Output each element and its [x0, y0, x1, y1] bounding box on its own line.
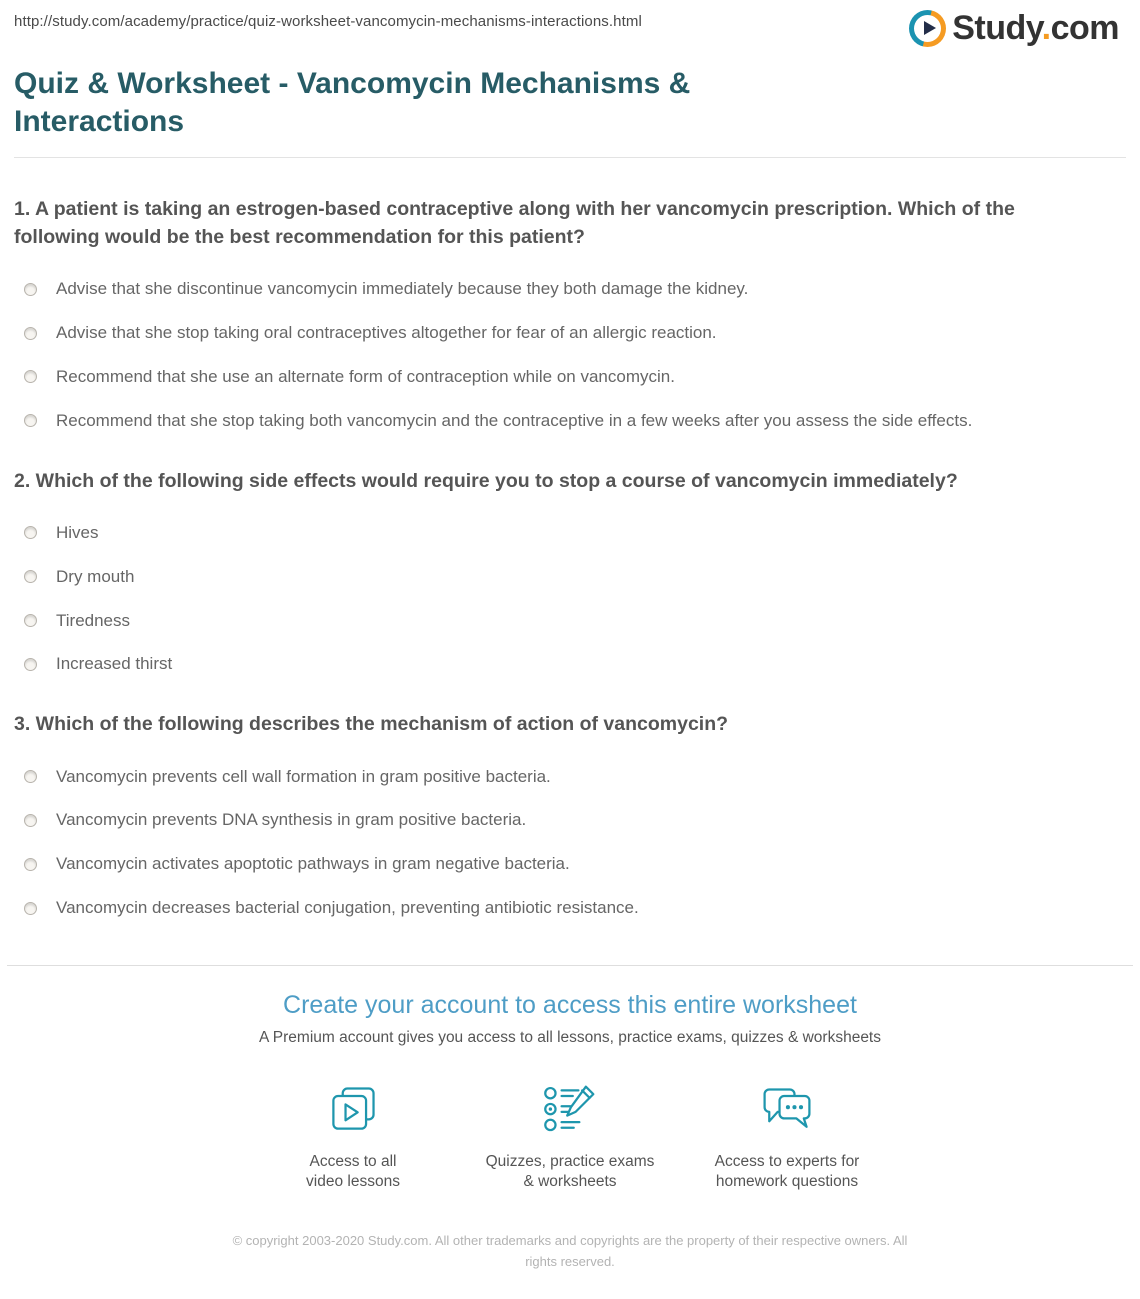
radio-button[interactable] — [24, 570, 37, 583]
option-label: Vancomycin activates apoptotic pathways in gram negative bacteria. — [56, 854, 570, 874]
radio-button[interactable] — [24, 370, 37, 383]
radio-button[interactable] — [24, 526, 37, 539]
study-com-logo[interactable] — [909, 9, 1119, 48]
question-3-option-4[interactable] — [14, 899, 1126, 917]
copyright-notice: © copyright 2003-2020 Study.com. All other trademarks and copyrights are the property of their respective owners. All rights reserved. — [232, 1232, 908, 1270]
question-1-option-1[interactable] — [14, 280, 1126, 298]
option-label: Hives — [56, 522, 99, 542]
question-1 — [14, 195, 1126, 430]
question-1-option-4[interactable] — [14, 412, 1126, 430]
play-circle-icon — [909, 10, 946, 47]
radio-button[interactable] — [24, 814, 37, 827]
page-title: Quiz & Worksheet - Vancomycin Mechanisms & Interactions — [14, 67, 691, 139]
question-1-text: 1. A patient is taking an estrogen-based contraceptive along with her vancomycin prescription. Which of the following would be the best recommendation for this patient? — [14, 197, 1015, 249]
footer-subheading: A Premium account gives you access to all lessons, practice exams, quizzes & worksheets — [259, 1028, 881, 1046]
logo-text: Study.com — [952, 9, 1119, 47]
option-label: Recommend that she stop taking both vancomycin and the contraceptive in a few weeks after you assess the side effects. — [56, 410, 973, 430]
footer-heading: Create your account to access this entire worksheet — [283, 990, 857, 1019]
radio-button[interactable] — [24, 902, 37, 915]
radio-button[interactable] — [24, 283, 37, 296]
option-label: Vancomycin prevents cell wall formation in gram positive bacteria. — [56, 766, 551, 786]
radio-button[interactable] — [24, 858, 37, 871]
radio-button[interactable] — [24, 327, 37, 340]
radio-button[interactable] — [24, 770, 37, 783]
question-3-text: 3. Which of the following describes the mechanism of action of vancomycin? — [14, 713, 729, 736]
question-3-option-1[interactable] — [14, 768, 1126, 786]
radio-button[interactable] — [24, 658, 37, 671]
question-2-text: 2. Which of the following side effects would require you to stop a course of vancomycin immediately? — [14, 469, 958, 492]
footer-cta — [14, 991, 1126, 1299]
feature-quizzes-worksheets — [462, 1082, 679, 1193]
option-label: Advise that she discontinue vancomycin immediately because they both damage the kidney. — [56, 279, 749, 299]
feature-list — [14, 1082, 1126, 1193]
question-3 — [14, 710, 1126, 917]
feature-label: Access to all video lessons — [306, 1152, 400, 1191]
feature-label: Access to experts for homework questions — [714, 1152, 860, 1191]
question-3-options — [14, 768, 1126, 917]
question-1-option-2[interactable] — [14, 324, 1126, 342]
question-3-option-2[interactable] — [14, 811, 1126, 829]
question-1-option-3[interactable] — [14, 368, 1126, 386]
question-2-options — [14, 524, 1126, 673]
question-2 — [14, 467, 1126, 674]
option-label: Recommend that she use an alternate form of contraception while on vancomycin. — [56, 367, 675, 386]
chat-experts-icon — [758, 1082, 816, 1138]
question-2-option-4[interactable] — [14, 655, 1126, 673]
footer-divider — [7, 965, 1133, 966]
option-label: Increased thirst — [56, 654, 173, 674]
feature-homework-experts — [679, 1082, 896, 1193]
question-2-option-1[interactable] — [14, 524, 1126, 542]
radio-button[interactable] — [24, 414, 37, 427]
title-divider — [14, 157, 1126, 158]
question-3-option-3[interactable] — [14, 855, 1126, 873]
option-label: Vancomycin decreases bacterial conjugation, preventing antibiotic resistance. — [56, 898, 639, 918]
option-label: Vancomycin prevents DNA synthesis in gram positive bacteria. — [56, 810, 527, 830]
question-2-option-2[interactable] — [14, 568, 1126, 586]
option-label: Tiredness — [56, 610, 131, 630]
quizzes-worksheets-icon — [541, 1082, 599, 1138]
option-label: Advise that she stop taking oral contraceptives altogether for fear of an allergic reaction. — [56, 323, 717, 343]
option-label: Dry mouth — [56, 566, 135, 586]
question-2-option-3[interactable] — [14, 612, 1126, 630]
question-1-options — [14, 280, 1126, 429]
feature-video-lessons — [245, 1082, 462, 1193]
radio-button[interactable] — [24, 614, 37, 627]
page-url: http://study.com/academy/practice/quiz-worksheet-vancomycin-mechanisms-interactions.html — [14, 13, 642, 30]
feature-label: Quizzes, practice exams & worksheets — [485, 1152, 655, 1191]
video-lessons-icon — [325, 1082, 381, 1138]
